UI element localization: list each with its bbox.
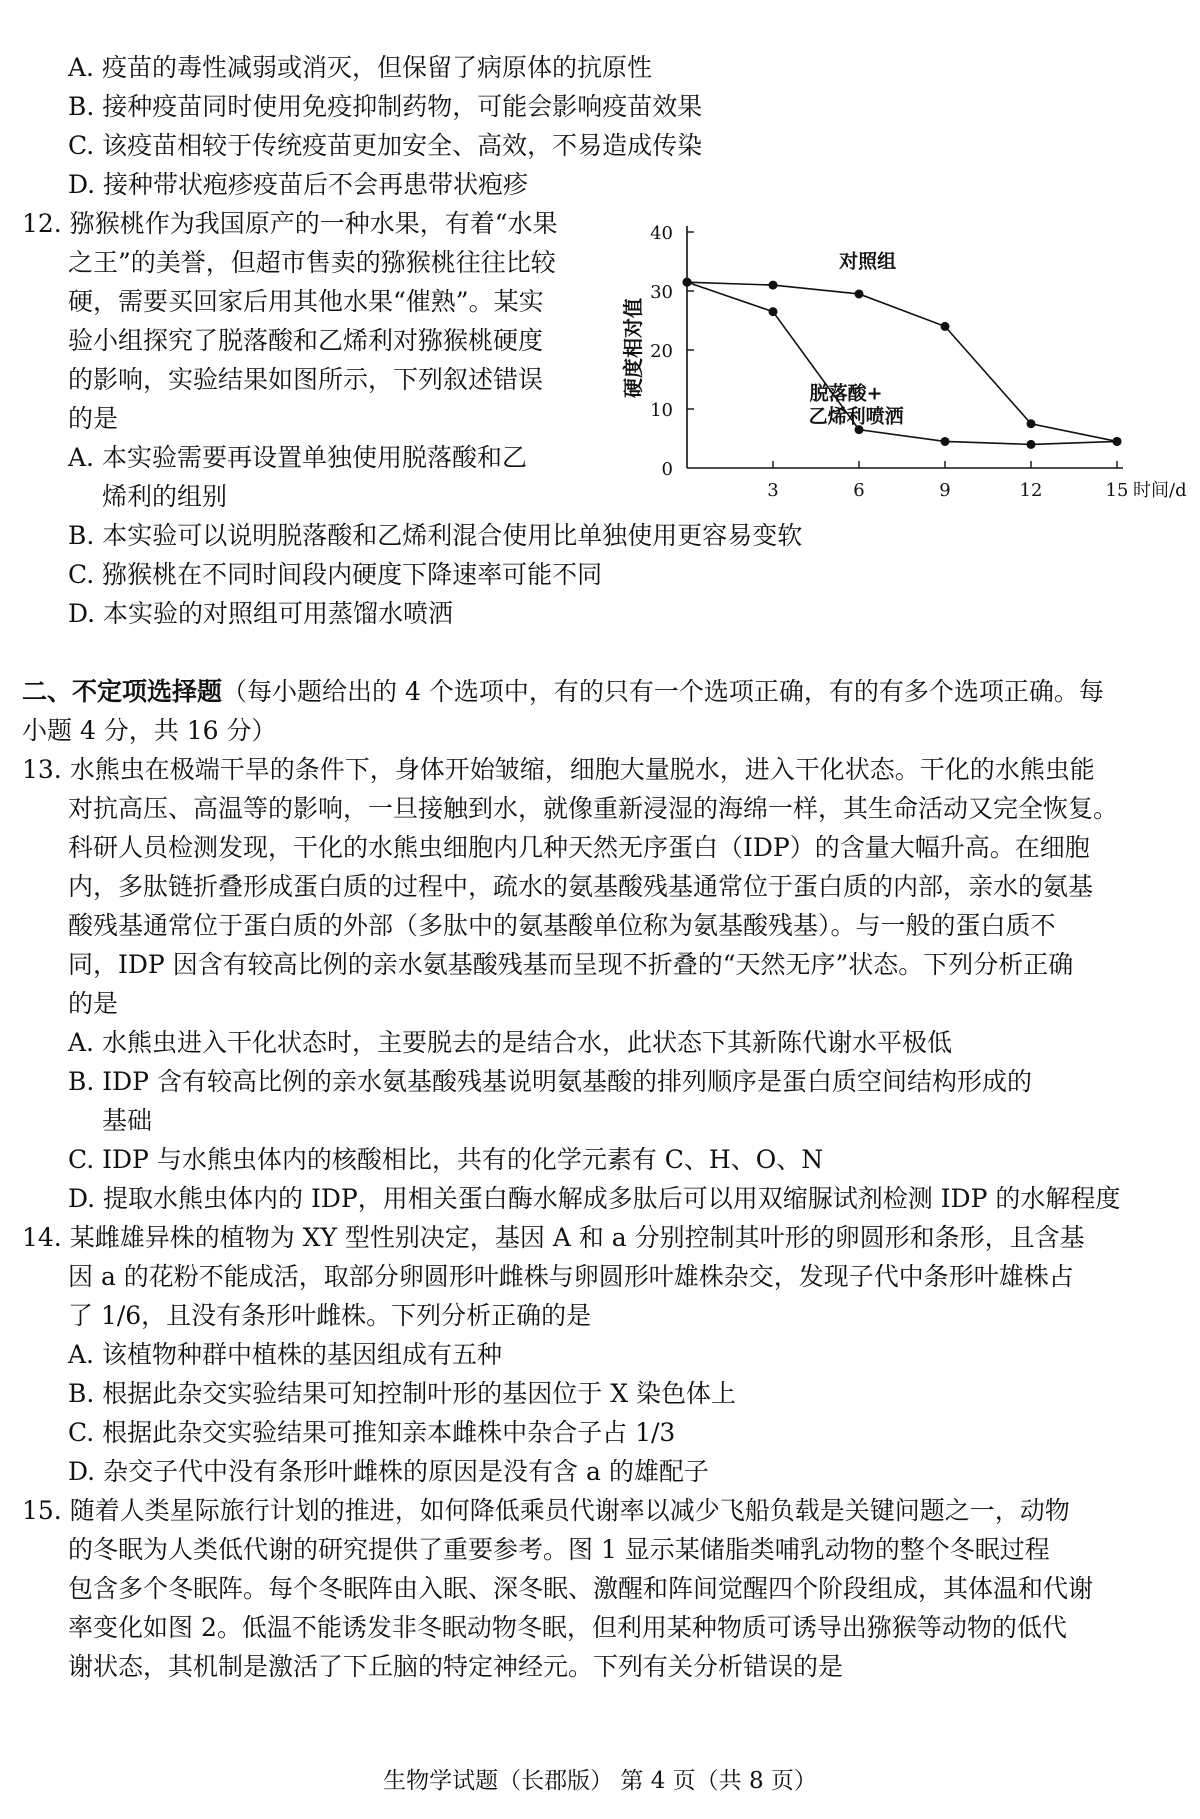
q12-stem-line: 硬，需要买回家后用其他水果“催熟”。某实 [68, 287, 544, 316]
treatment-data-point [941, 437, 950, 446]
x-tick-label: 3 [767, 480, 779, 501]
control-data-point [855, 289, 864, 298]
treatment-series-label: 脱落酸+ [809, 382, 883, 405]
q13-stem-line: 内，多肽链折叠形成蛋白质的过程中，疏水的氨基酸残基通常位于蛋白质的内部，亲水的氨基 [68, 872, 1094, 901]
y-tick-label: 40 [650, 223, 673, 244]
section-2-title: 二、不定项选择题 [22, 677, 223, 706]
q14-option-b: B. 根据此杂交实验结果可知控制叶形的基因位于 X 染色体上 [68, 1379, 736, 1408]
chart-labels [621, 249, 1187, 501]
q13-option-b: B. IDP 含有较高比例的亲水氨基酸残基说明氨基酸的排列顺序是蛋白质空间结构形成的 [68, 1067, 1032, 1096]
q13-option-d: D. 提取水熊虫体内的 IDP，用相关蛋白酶水解成多肽后可以用双缩脲试剂检测 IDP 的水解程度 [68, 1184, 1121, 1213]
q13-stem-line: 科研人员检测发现，干化的水熊虫细胞内几种天然无序蛋白（IDP）的含量大幅升高。在细胞 [68, 833, 1090, 862]
q11-option-c: C. 该疫苗相较于传统疫苗更加安全、高效，不易造成传染 [68, 131, 703, 160]
q14-option-d: D. 杂交子代中没有条形叶雌株的原因是没有含 a 的雄配子 [68, 1457, 709, 1486]
y-tick-label: 20 [650, 341, 673, 362]
treatment-series-label: 乙烯利喷洒 [808, 405, 904, 428]
hardness-line-chart [610, 222, 1200, 522]
q12-option-b: B. 本实验可以说明脱落酸和乙烯利混合使用比单独使用更容易变软 [68, 521, 803, 550]
q13-option-b-cont: 基础 [102, 1106, 153, 1135]
q12-option-a: A. 本实验需要再设置单独使用脱落酸和乙 [68, 443, 527, 472]
x-tick-label: 6 [853, 480, 865, 501]
chart-axes [687, 226, 1123, 468]
x-tick-label: 15 [1105, 480, 1129, 501]
q13-stem-line: 的是 [68, 989, 119, 1018]
control-data-point [769, 281, 778, 290]
q13-option-a: A. 水熊虫进入干化状态时，主要脱去的是结合水，此状态下其新陈代谢水平极低 [68, 1028, 952, 1057]
q14-stem-line: 了 1/6，且没有条形叶雌株。下列分析正确的是 [68, 1301, 592, 1330]
control-series-label: 对照组 [839, 250, 897, 273]
control-data-point [1027, 419, 1036, 428]
treatment-data-point [1113, 437, 1122, 446]
y-axis-label: 硬度相对值 [621, 298, 645, 398]
treatment-data-point [683, 278, 692, 287]
q14-option-a: A. 该植物种群中植株的基因组成有五种 [68, 1340, 502, 1369]
q14-stem-line: 因 a 的花粉不能成活，取部分卵圆形叶雌株与卵圆形叶雄株杂交，发现子代中条形叶雄株占 [68, 1262, 1074, 1291]
q15-stem-line: 的冬眠为人类低代谢的研究提供了重要参考。图 1 显示某储脂类哺乳动物的整个冬眠过程 [68, 1535, 1050, 1564]
page-footer: 生物学试题（长郡版） 第 4 页（共 8 页） [383, 1768, 817, 1794]
q13-option-c: C. IDP 与水熊虫体内的核酸相比，共有的化学元素有 C、H、O、N [68, 1145, 824, 1174]
q11-option-d: D. 接种带状疱疹疫苗后不会再患带状疱疹 [68, 170, 529, 199]
q14-option-c: C. 根据此杂交实验结果可推知亲本雌株中杂合子占 1/3 [68, 1418, 676, 1447]
q13-stem-line: 同，IDP 因含有较高比例的亲水氨基酸残基而呈现不折叠的“天然无序”状态。下列分析正确 [68, 950, 1074, 979]
q12-stem-line: 的是 [68, 404, 119, 433]
q12-option-c: C. 猕猴桃在不同时间段内硬度下降速率可能不同 [68, 560, 603, 589]
q12-stem-line: 12. 猕猴桃作为我国原产的一种水果，有着“水果 [22, 209, 558, 238]
q15-stem-line: 15. 随着人类星际旅行计划的推进，如何降低乘员代谢率以减少飞船负载是关键问题之一，动物 [22, 1496, 1070, 1525]
x-tick-label: 12 [1019, 480, 1043, 501]
q12-option-a-cont: 烯利的组别 [102, 482, 228, 511]
q11-option-a: A. 疫苗的毒性减弱或消灭，但保留了病原体的抗原性 [68, 53, 652, 82]
q13-stem-line: 对抗高压、高温等的影响，一旦接触到水，就像重新浸湿的海绵一样，其生命活动又完全恢复。 [68, 794, 1119, 823]
q12-stem-line: 之王”的美誉，但超市售卖的猕猴桃往往比较 [68, 248, 556, 277]
section-2-note: （每小题给出的 4 个选项中，有的只有一个选项正确，有的有多个选项正确。每 [222, 677, 1104, 706]
q13-stem-line: 酸残基通常位于蛋白质的外部（多肽中的氨基酸单位称为氨基酸残基）。与一般的蛋白质不 [68, 911, 1056, 940]
section-2-note-cont: 小题 4 分，共 16 分） [22, 716, 277, 745]
y-tick-label: 10 [650, 400, 673, 421]
treatment-data-point [1027, 440, 1036, 449]
q15-stem-line: 率变化如图 2。低温不能诱发非冬眠动物冬眠，但利用某种物质可诱导出猕猴等动物的低代 [68, 1613, 1067, 1642]
x-tick-label: 9 [939, 480, 951, 501]
section-2-heading [22, 672, 1104, 711]
control-data-point [941, 322, 950, 331]
treatment-data-point [769, 307, 778, 316]
q14-stem-line: 14. 某雌雄异株的植物为 XY 型性别决定，基因 A 和 a 分别控制其叶形的卵圆形和条形，且含基 [22, 1223, 1085, 1252]
origin-label: 0 [661, 459, 673, 480]
q12-option-d: D. 本实验的对照组可用蒸馏水喷洒 [68, 599, 454, 628]
q13-stem-line: 13. 水熊虫在极端干旱的条件下，身体开始皱缩，细胞大量脱水，进入干化状态。干化的水熊虫能 [22, 755, 1095, 784]
x-axis-label: 时间/d [1133, 480, 1187, 501]
q12-stem-line: 验小组探究了脱落酸和乙烯利对猕猴桃硬度 [68, 326, 544, 355]
q15-stem-line: 谢状态，其机制是激活了下丘脑的特定神经元。下列有关分析错误的是 [68, 1652, 844, 1681]
q15-stem-line: 包含多个冬眠阵。每个冬眠阵由入眠、深冬眠、激醒和阵间觉醒四个阶段组成，其体温和代谢 [68, 1574, 1094, 1603]
y-tick-label: 30 [650, 282, 673, 303]
q11-option-b: B. 接种疫苗同时使用免疫抑制药物，可能会影响疫苗效果 [68, 92, 703, 121]
q12-stem-line: 的影响，实验结果如图所示，下列叙述错误 [68, 365, 544, 394]
